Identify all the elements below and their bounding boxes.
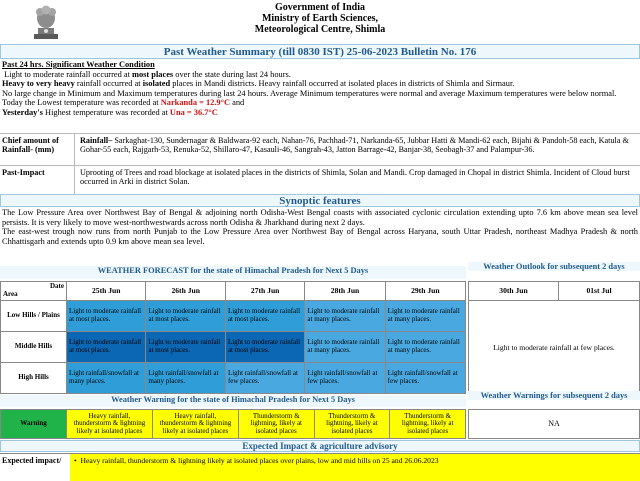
warning-row	[1, 410, 466, 439]
forecast-cell: Light to moderate rainfall at most places.	[67, 332, 146, 363]
forecast-header-row	[1, 282, 466, 301]
outlook-title: Weather Outlook for subsequent 2 days	[468, 262, 640, 271]
forecast-cell: Light to moderate rainfall at many places.	[305, 332, 385, 363]
divider	[74, 134, 75, 166]
rainfall-values: Sarkaghat-130, Sundernagar & Baldwara-92 each, Nahan-76, Pachhad-71, Narkanda-65, Jubbar Hatti & Mandi-62 each, Bijahi & Pandoh-58 each, Katula & Gohar-55 each, Rajgarh-53, Renuka-52, Shillaro-47, Kasauli-46, Sangrah-43, Jatton Barrage-42, Banjar-38, Seobagh-37 and Palampur-36.	[80, 136, 629, 155]
text-emphasis: Yesterday's	[2, 107, 43, 117]
warning-cell: Heavy rainfall, thunderstorm & lightning likely at isolated places	[67, 410, 153, 439]
past-24h-line-3: No large change in Minimum and Maximum temperatures during last 24 hours. Average Minimum temperatures were normal and average Maximum temperatures were below normal.	[2, 88, 617, 98]
past-impact-text: Uprooting of Trees and road blockage at isolated places in the districts of Shimla, Solan and Mandi. Crop damaged in Chopal in district Shimla. Incident of Cloud burst occurred in Arki in district Solan.	[80, 168, 630, 187]
rainfall-prefix: Rainfall–	[80, 136, 113, 145]
past-impact-row	[0, 165, 640, 195]
text-fragment: Highest temperature was recorded at	[42, 107, 170, 117]
synoptic-para-1: The Low Pressure Area over Northwest Bay of Bengal & adjoining north Odisha-West Bengal coasts with associated cyclonic circulation extending upto 7.6 km above mean sea level persists. It is very likely to move west-northwestwards across north Odisha & Jharkhand during next 2 days.	[2, 208, 638, 227]
date-col-1: 25th Jun	[67, 282, 146, 301]
forecast-cell: Light rainfall/snowfall at many places.	[67, 363, 146, 394]
outlook-cell: Light to moderate rainfall at few places.	[469, 301, 640, 394]
rainfall-row	[0, 133, 640, 166]
rainfall-label: Chief amount of Rainfall- (mm)	[2, 136, 59, 154]
corner-cell	[1, 282, 67, 301]
highest-temp-value: Una = 36.7°C	[169, 107, 218, 117]
past-24h-section	[2, 60, 638, 118]
org-line-3: Meteorological Centre, Shimla	[254, 24, 386, 35]
summary-title: Past Weather Summary (till 0830 IST) 25-06-2023 Bulletin No. 176	[0, 44, 640, 59]
forecast-cell: Light to moderate rainfall at many places.	[385, 332, 465, 363]
text-emphasis: Heavy to very heavy	[2, 79, 75, 89]
warning-subsequent-cell: NA	[469, 410, 640, 439]
forecast-cell: Light to moderate rainfall at most places.	[146, 332, 225, 363]
forecast-cell: Light to moderate rainfall at most places.	[225, 301, 304, 332]
expected-impact-title: Expected Impact & agriculture advisory	[0, 440, 640, 452]
lowest-temp-line	[2, 98, 638, 108]
warning-table	[0, 409, 466, 439]
rainfall-text	[80, 136, 636, 155]
warning-title: Weather Warning for the state of Himachal Pradesh for Next 5 Days	[0, 395, 466, 407]
date-col-2: 26th Jun	[146, 282, 225, 301]
text-fragment: Light to moderate rainfall occurred at	[4, 69, 132, 79]
outlook-body-row	[469, 301, 640, 394]
outlook-date-2: 01st Jul	[559, 282, 640, 301]
text-fragment: rainfall occurred at	[74, 79, 143, 89]
past-24h-line-2	[2, 79, 638, 89]
forecast-table	[0, 281, 466, 394]
warning-cell: Heavy rainfall, thunderstorm & lightning likely at isolated places	[152, 410, 238, 439]
expected-impact-value: Heavy rainfall, thunderstorm & lightning likely at isolated places over plains, low and mid hills on 25 and 26.06.2023	[80, 456, 439, 465]
warning-cell: Thunderstorm & lightning, likely at isolated places	[314, 410, 390, 439]
forecast-cell: Light rainfall/snowfall at many places.	[146, 363, 225, 394]
forecast-row-low-hills	[1, 301, 466, 332]
header	[0, 0, 640, 44]
warning-cell: Thunderstorm & lightning, likely at isolated places	[238, 410, 314, 439]
forecast-cell: Light to moderate rainfall at many places.	[305, 301, 385, 332]
text-fragment: Today the Lowest temperature was recorded at	[2, 98, 161, 108]
text-fragment: places in Mandi districts. Heavy rainfall occurred at isolated places in districts of Shimla and Sirmaur.	[170, 79, 515, 89]
warning-subsequent-row	[469, 410, 640, 439]
org-line-2: Ministry of Earth Sciences,	[261, 13, 379, 24]
expected-impact-label: Expected impact/	[2, 456, 62, 465]
org-line-1: Government of India	[275, 2, 365, 13]
text-fragment: over the state during last 24 hours.	[173, 69, 291, 79]
expected-impact-text: • Heavy rainfall, thunderstorm & lightning likely at isolated places over plains, low and mid hills on 25 and 26.06.2023	[70, 454, 640, 481]
lowest-temp-value: Narkanda = 12.9°C	[160, 98, 231, 108]
forecast-cell: Light to moderate rainfall at most places.	[146, 301, 225, 332]
divider	[74, 166, 75, 195]
text-fragment: and	[230, 98, 245, 108]
area-cell: High Hills	[1, 363, 67, 394]
corner-area: Area	[3, 290, 18, 298]
past-impact-label: Past-Impact	[2, 168, 45, 177]
outlook-header-row	[469, 282, 640, 301]
warning-cell: Thunderstorm & lightning, likely at isolated places	[390, 410, 466, 439]
text-emphasis: isolated	[142, 79, 171, 89]
expected-impact-row	[0, 453, 640, 481]
forecast-row-high-hills	[1, 363, 466, 394]
forecast-title: WEATHER FORECAST for the state of Himachal Pradesh for Next 5 Days	[0, 266, 466, 279]
forecast-row-middle-hills	[1, 332, 466, 363]
forecast-cell: Light rainfall/snowfall at few places.	[305, 363, 385, 394]
area-cell: Middle Hills	[1, 332, 67, 363]
synoptic-title: Synoptic features	[0, 194, 640, 207]
text-emphasis: most places	[132, 69, 174, 79]
past-24h-label: Past 24 hrs. Significant Weather Condition	[2, 60, 155, 69]
forecast-cell: Light to moderate rainfall at many places.	[385, 301, 465, 332]
date-col-5: 29th Jun	[385, 282, 465, 301]
header-text	[0, 2, 640, 35]
forecast-cell: Light to moderate rainfall at most places.	[67, 301, 146, 332]
outlook-table	[468, 281, 640, 394]
corner-date: Date	[50, 282, 64, 291]
synoptic-para-2: The east-west trough now runs from north Punjab to the Low Pressure Area over Northwest Bay of Bengal across Haryana, south Uttar Pradesh, northeast Madhya Pradesh & north Chhattisgarh and extends upto 0.9 km above mean sea level.	[2, 227, 638, 246]
highest-temp-line	[2, 108, 638, 118]
warning-subsequent-table	[468, 409, 640, 439]
forecast-cell: Light to moderate rainfall at most places.	[225, 332, 304, 363]
outlook-date-1: 30th Jun	[469, 282, 559, 301]
forecast-cell: Light rainfall/snowfall at few places.	[225, 363, 304, 394]
past-24h-line-1	[2, 70, 638, 80]
date-col-3: 27th Jun	[225, 282, 304, 301]
warning-subsequent-title: Weather Warnings for subsequent 2 days	[468, 391, 640, 400]
forecast-cell: Light rainfall/snowfall at few places.	[385, 363, 465, 394]
synoptic-section	[2, 208, 638, 246]
area-cell: Low Hills / Plains	[1, 301, 67, 332]
warning-label: Warning	[1, 410, 67, 439]
date-col-4: 28th Jun	[305, 282, 385, 301]
